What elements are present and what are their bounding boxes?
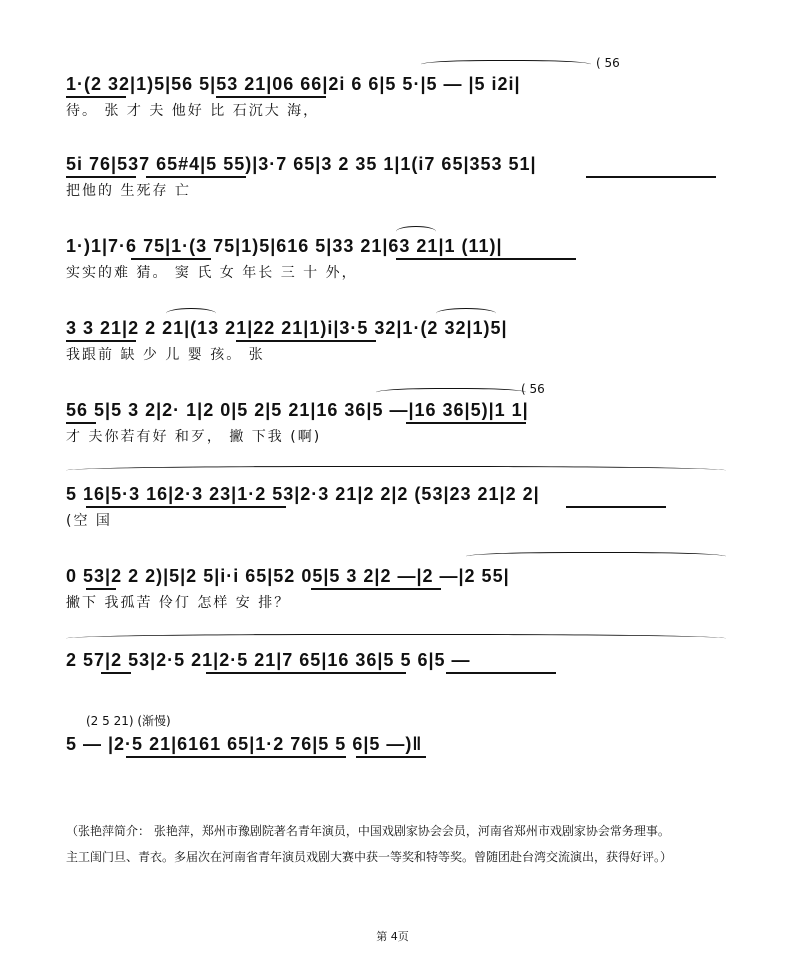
page-number: 第 4页: [376, 930, 409, 943]
row-2-lyrics: 把他的 生死存 亡: [66, 183, 191, 199]
row-6-notes: 5 16|5·3 16|2·3 23|1·2 53|2·3 21|2 2|2 (53|23 21|2 2|: [66, 484, 540, 504]
row-9-notes: 5 — |2·5 21|6161 65|1·2 76|5 5 6|5 —)‖: [66, 734, 423, 754]
performer-bio: [66, 818, 746, 870]
row-5-lyrics: 才 夫你若有好 和歹， 撇 下我 (啊): [66, 429, 322, 445]
row-7-notes: 0 53|2 2 2)|5|2 5|i·i 65|52 05|5 3 2|2 —|2 —|2 55|: [66, 566, 510, 586]
bio-line-2: 主工闺门旦、青衣。多届次在河南省青年演员戏剧大赛中获一等奖和特等奖。曾随团赴台湾交流演出，获得好评。）: [66, 850, 673, 864]
row-5-notes: 56 5|5 3 2|2· 1|2 0|5 2|5 21|16 36|5 —|16 36|5)|1 1|: [66, 400, 529, 420]
row-7-lyrics: 撇下 我孤苦 伶仃 怎样 安 排？: [66, 595, 291, 611]
row-1-notes: 1·(2 32|1)5|56 5|53 21|06 66|2i 6 6|5 5·|5 — |5 i2i|: [66, 74, 521, 94]
row-1-annotation: ( 56: [596, 56, 620, 70]
row-3-notes: 1·)1|7·6 75|1·(3 75|1)5|616 5|33 21|63 21|1 (11)|: [66, 236, 503, 256]
row-8-lyrics: [66, 676, 726, 698]
row-8-notes: 2 57|2 53|2·5 21|2·5 21|7 65|16 36|5 5 6|5 —: [66, 650, 471, 670]
row-2-notes: 5i 76|537 65#4|5 55)|3·7 65|3 2 35 1|1(i7 65|353 51|: [66, 154, 537, 174]
row-9-annotation: (2 5 21) (渐慢): [86, 714, 171, 728]
row-6-lyrics: (空 国: [66, 513, 112, 529]
row-4-lyrics: 我跟前 缺 少 儿 婴 孩。 张: [66, 347, 265, 363]
row-1-lyrics: 待。 张 才 夫 他好 比 石沉大 海，: [66, 103, 320, 119]
row-5-annotation: ( 56: [521, 382, 545, 396]
row-4-notes: 3 3 21|2 2 21|(13 21|22 21|1)i|3·5 32|1·(2 32|1)5|: [66, 318, 508, 338]
bio-line-1: （张艳萍简介： 张艳萍，郑州市豫剧院著名青年演员，中国戏剧家协会会员，河南省郑州市戏剧家协会常务理事。: [66, 824, 670, 838]
row-3-lyrics: 实实的难 猜。 窦 氏 女 年长 三 十 外，: [66, 265, 358, 281]
